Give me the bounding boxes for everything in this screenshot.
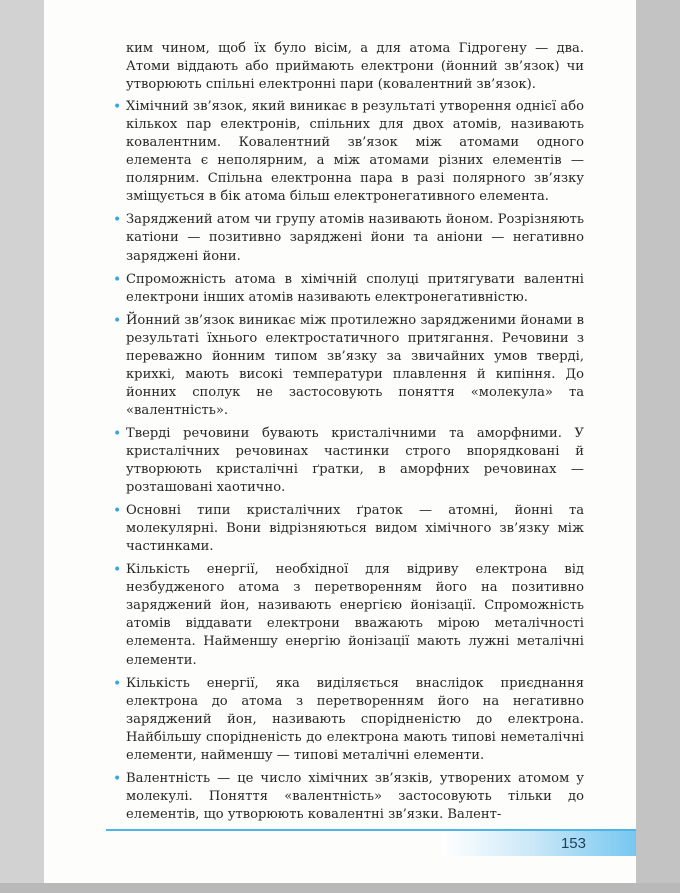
bullet-icon: • [113,312,122,329]
summary-item-text: Тверді речовини бувають кристалічними та аморфними. У кристалічних речовинах частинки строго впорядковані й утворюють кристалічні ґратки, в аморфних речовинах — розташовані хаотично. [126,425,584,496]
summary-item [113,211,584,265]
bullet-icon: • [113,562,122,579]
summary-item-text: Кількість енергії, необхідної для відриву електрона від незбудженого атома з перетворенням його на позитивно заряджений йон, називають енергією йонізації. Спроможність атомів віддавати електрони вважають мірою металічності елемента. Найменшу енергію йонізації мають лужні металічні елементи. [126,562,584,668]
left-gutter [0,0,44,893]
bullet-icon: • [113,212,122,229]
summary-item-text: Кількість енергії, яка виділяється внаслідок приєднання електрона до атома з перетворенням його на негативно заряджений йон, називають спорідненістю до електрона. Найбільшу спорідненість до електрона мають типові неметалічні елементи, найменшу — типові металічні елементи. [126,675,584,763]
summary-item [113,770,584,824]
summary-item-text: Хімічний зв’язок, який виникає в результаті утворення однієї або кількох пар електронів, спільних для двох атомів, називають ковалентним. Ковалентний зв’язок між атомами одного елемента є неполярним, а між атомами різних елементів — полярним. Спільна електронна пара в разі полярного зв’язку зміщується в бік атома більш електронегативного елемента. [126,99,584,205]
page-number: 153 [560,835,586,852]
summary-item-text: Основні типи кристалічних ґраток — атомні, йонні та молекулярні. Вони відрізняються видом хімічного зв’язку між частинками. [126,503,584,555]
bullet-icon: • [113,503,122,520]
bullet-icon: • [113,675,122,692]
summary-item-text: Валентність — це число хімічних зв’язків, утворених атомом у молекулі. Поняття «валентність» застосовують тільки до елементів, що утворюють ковалентні зв’язки. Валент- [126,770,584,822]
summary-item-text: Спроможність атома в хімічній сполуці притягувати валентні електрони інших атомів називають електронегативністю. [126,271,584,305]
bullet-icon: • [113,770,122,787]
summary-item [113,271,584,307]
summary-item [113,98,584,206]
page-content [113,40,584,829]
bullet-icon: • [113,425,122,442]
page-number-tab [442,831,636,856]
summary-item [113,502,584,556]
summary-item-text: Заряджений атом чи групу атомів називають йоном. Розрізняють катіони — позитивно заряджені йони та аніони — негативно заряджені йони. [126,212,584,264]
summary-item [113,561,584,669]
summary-item [113,312,584,420]
bullet-icon: • [113,99,122,116]
summary-item [113,675,584,765]
bullet-icon: • [113,271,122,288]
summary-item-text: Йонний зв’язок виникає між протилежно зарядженими йонами в результаті їхнього електростатичного притягання. Речовини з переважно йонним типом зв’язку за звичайних умов тверді, крихкі, мають високі температури плавлення й кипіння. До йонних сполук не застосовують поняття «молекула» та «валентність». [126,312,584,418]
bottom-band [0,883,680,893]
right-gutter [636,0,680,893]
intro-paragraph: ким чином, щоб їх було вісім, а для атома Гідрогену — два. Атоми віддають або приймають електрони (йонний зв’язок) чи утворюють спільні електронні пари (ковалентний зв’язок). [126,41,584,93]
summary-item [113,425,584,497]
